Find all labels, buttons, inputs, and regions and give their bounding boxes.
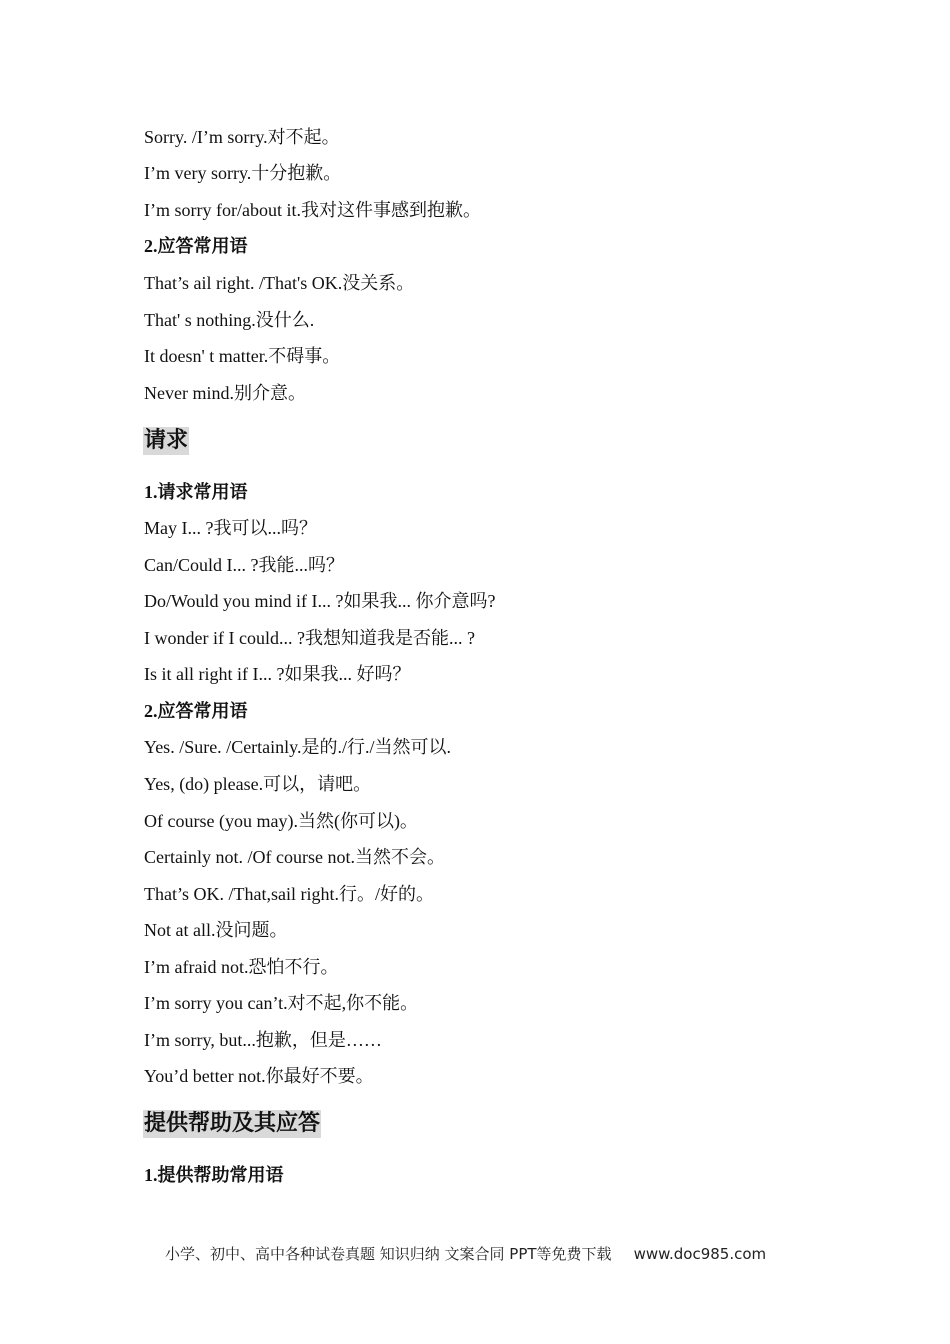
request-reply-line-10: You’d better not.你最好不要。 (144, 1066, 374, 1086)
request-line-2: Can/Could I... ?我能...吗？ (144, 555, 344, 575)
request-line-4: I wonder if I could... ?我想知道我是否能... ? (144, 628, 475, 648)
apology-line-2: I’m very sorry.十分抱歉。 (144, 163, 342, 183)
request-reply-line-1: Yes. /Sure. /Certainly.是的./行./当然可以. (144, 737, 452, 757)
request-reply-line-2: Yes, (do) please.可以，请吧。 (144, 774, 372, 794)
footer-text: 小学、初中、高中各种试卷真题 知识归纳 文案合同 PPT等免费下载 (165, 1245, 612, 1263)
request-reply-line-9: I’m sorry, but...抱歉，但是…… (144, 1030, 382, 1050)
request-reply-heading: 2.应答常用语 (144, 701, 248, 721)
apology-reply-line-3: It doesn' t matter.不碍事。 (144, 346, 341, 366)
request-line-5: Is it all right if I... ?如果我... 好吗？ (144, 664, 411, 684)
page-footer (165, 1243, 766, 1265)
footer-url-link[interactable]: www.doc985.com (633, 1245, 767, 1263)
request-reply-line-5: That’s OK. /That,sail right.行。/好的。 (144, 884, 434, 904)
request-reply-line-6: Not at all.没问题。 (144, 920, 288, 940)
request-reply-line-8: I’m sorry you can’t.对不起,你不能。 (144, 993, 419, 1013)
request-line-1: May I... ?我可以...吗？ (144, 518, 317, 538)
request-heading: 1.请求常用语 (144, 482, 248, 502)
help-heading: 1.提供帮助常用语 (144, 1165, 284, 1185)
apology-reply-line-2: That' s nothing.没什么. (144, 310, 315, 330)
apology-reply-line-1: That’s ail right. /That's OK.没关系。 (144, 273, 415, 293)
help-section-title: 提供帮助及其应答 (144, 1111, 321, 1136)
request-reply-line-7: I’m afraid not.恐怕不行。 (144, 957, 339, 977)
request-section-title: 请求 (144, 428, 189, 453)
apology-line-3: I’m sorry for/about it.我对这件事感到抱歉。 (144, 200, 481, 220)
request-reply-line-4: Certainly not. /Of course not.当然不会。 (144, 847, 445, 867)
request-line-3: Do/Would you mind if I... ?如果我... 你介意吗? (144, 591, 496, 611)
request-reply-line-3: Of course (you may).当然(你可以)。 (144, 811, 418, 831)
apology-line-1: Sorry. /I’m sorry.对不起。 (144, 127, 340, 147)
apology-reply-line-4: Never mind.别介意。 (144, 383, 306, 403)
apology-reply-heading: 2.应答常用语 (144, 236, 248, 256)
